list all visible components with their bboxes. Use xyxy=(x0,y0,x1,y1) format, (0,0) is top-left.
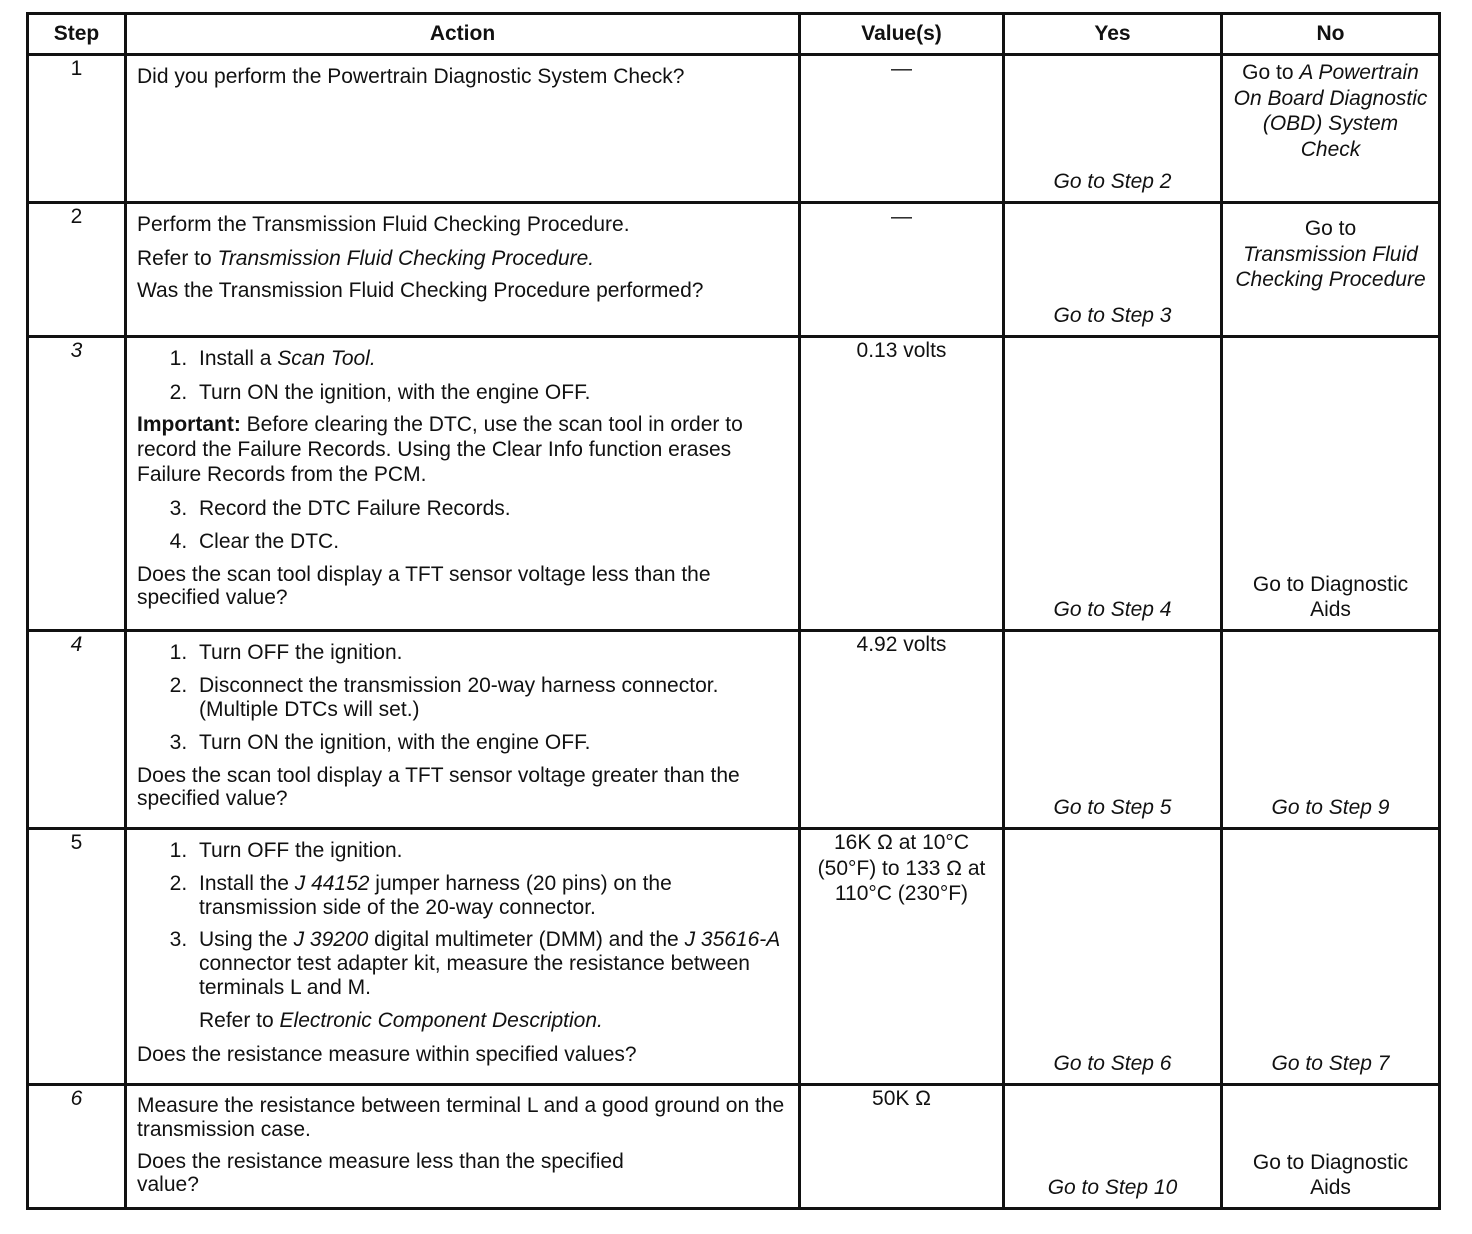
action-question: Does the scan tool display a TFT sensor voltage less than the specified value? xyxy=(137,562,711,609)
action-reference xyxy=(199,1008,788,1034)
action-step xyxy=(193,346,788,372)
action-question: Does the scan tool display a TFT sensor voltage greater than the specified value? xyxy=(137,763,740,810)
table-row-step-4 xyxy=(28,631,1440,829)
no-link[interactable]: Go to Diagnostic Aids xyxy=(1252,1150,1409,1200)
value-cell xyxy=(800,829,1004,1085)
header-step: Step xyxy=(28,14,126,55)
no-cell xyxy=(1222,55,1440,203)
no-cell xyxy=(1222,203,1440,337)
header-no: No xyxy=(1222,14,1440,55)
yes-cell xyxy=(1004,203,1222,337)
no-link[interactable]: Go to Step 7 xyxy=(1271,1052,1390,1076)
step-text: connector test adapter kit, measure the resistance between terminals L and M. xyxy=(199,952,750,1000)
step-number: 4 xyxy=(28,631,126,829)
step-number: 6 xyxy=(28,1085,126,1209)
table-row-step-3 xyxy=(28,337,1440,631)
reference-link[interactable]: Electronic Component Description. xyxy=(279,1009,603,1033)
yes-cell xyxy=(1004,55,1222,203)
no-cell xyxy=(1222,631,1440,829)
yes-link[interactable]: Go to Step 5 xyxy=(1053,796,1172,820)
action-question: Does the resistance measure less than the specified value? xyxy=(137,1150,624,1197)
action-cell xyxy=(126,1085,800,1209)
header-values: Value(s) xyxy=(800,14,1004,55)
no-link[interactable] xyxy=(1223,204,1438,293)
important-note xyxy=(137,413,788,487)
reference-prefix: Refer to xyxy=(137,246,218,270)
yes-link[interactable]: Go to Step 2 xyxy=(1053,170,1172,194)
value-cell: — xyxy=(800,203,1004,337)
action-cell xyxy=(126,203,800,337)
no-link[interactable]: Go to Diagnostic Aids xyxy=(1252,572,1409,622)
important-label: Important: xyxy=(137,413,241,437)
reference-link[interactable]: Transmission Fluid Checking Procedure. xyxy=(217,246,595,270)
no-link-prefix: Go to xyxy=(1242,61,1300,84)
step-number: 2 xyxy=(28,203,126,337)
action-line: Measure the resistance between terminal L and a good ground on the transmission case. xyxy=(137,1094,785,1142)
value-cell: — xyxy=(800,55,1004,203)
no-cell xyxy=(1222,337,1440,631)
action-step: 4. Clear the DTC. xyxy=(193,529,788,555)
table-row-step-6 xyxy=(28,1085,1440,1209)
value-cell: 4.92 volts xyxy=(800,631,1004,829)
table-row-step-5 xyxy=(28,829,1440,1085)
action-step xyxy=(193,872,788,920)
value-cell: 0.13 volts xyxy=(800,337,1004,631)
tool-link[interactable]: J 44152 xyxy=(294,871,370,895)
action-cell xyxy=(126,829,800,1085)
action-step: 2. Disconnect the transmission 20-way harness connector. (Multiple DTCs will set.) xyxy=(193,674,788,722)
value-text: 16K Ω at 10°C (50°F) to 133 Ω at 110°C (230°F) xyxy=(817,831,986,906)
action-cell xyxy=(126,337,800,631)
no-link[interactable]: Go to Step 9 xyxy=(1271,796,1390,820)
action-step: 3. Record the DTC Failure Records. xyxy=(193,496,788,522)
yes-link[interactable]: Go to Step 4 xyxy=(1053,598,1172,622)
step-text: jumper harness (20 pins) on the transmission side of the 20-way connector. xyxy=(199,871,672,919)
action-reference xyxy=(137,246,788,272)
action-question: Was the Transmission Fluid Checking Procedure performed? xyxy=(137,279,704,303)
header-action: Action xyxy=(126,14,800,55)
action-cell xyxy=(126,631,800,829)
important-text: Before clearing the DTC, use the scan tool in order to record the Failure Records. Using the Clear Info function erases Failure Records from the PCM. xyxy=(137,413,743,486)
no-link-prefix: Go to xyxy=(1304,217,1357,240)
action-step: 2. Turn ON the ignition, with the engine OFF. xyxy=(193,380,788,406)
step-text: Install the xyxy=(199,871,295,895)
yes-link[interactable]: Go to Step 6 xyxy=(1053,1052,1172,1076)
step-number: 5 xyxy=(28,829,126,1085)
action-cell xyxy=(126,55,800,203)
action-question: Did you perform the Powertrain Diagnostic System Check? xyxy=(137,65,685,88)
no-link[interactable] xyxy=(1223,56,1438,162)
action-line: Perform the Transmission Fluid Checking Procedure. xyxy=(137,213,630,236)
table-row-step-2 xyxy=(28,203,1440,337)
no-cell xyxy=(1222,829,1440,1085)
header-yes: Yes xyxy=(1004,14,1222,55)
table-row-step-1 xyxy=(28,55,1440,203)
action-step: 1. Turn OFF the ignition. xyxy=(193,640,788,666)
action-step: 1. Turn OFF the ignition. xyxy=(193,838,788,864)
no-link-target: A Powertrain On Board Diagnostic (OBD) System Check xyxy=(1233,61,1428,161)
action-step: 3. Turn ON the ignition, with the engine OFF. xyxy=(193,730,788,756)
diagnostic-table xyxy=(26,12,1441,1210)
value-cell: 50K Ω xyxy=(800,1085,1004,1209)
reference-prefix: Refer to xyxy=(199,1009,280,1033)
yes-cell xyxy=(1004,631,1222,829)
action-question: Does the resistance measure within specified values? xyxy=(137,1042,637,1066)
step-number: 3 xyxy=(28,337,126,631)
yes-cell xyxy=(1004,337,1222,631)
tool-link[interactable]: J 35616-A xyxy=(684,927,781,951)
action-step xyxy=(193,928,788,1000)
step-text: digital multimeter (DMM) and the xyxy=(368,927,685,951)
yes-cell xyxy=(1004,1085,1222,1209)
header-row xyxy=(28,14,1440,55)
no-link-target: Transmission Fluid Checking Procedure xyxy=(1235,242,1426,292)
no-cell xyxy=(1222,1085,1440,1209)
tool-link[interactable]: J 39200 xyxy=(293,927,369,951)
yes-cell xyxy=(1004,829,1222,1085)
scan-tool-link[interactable]: Scan Tool. xyxy=(277,347,376,370)
step-text: Using the xyxy=(199,927,294,951)
yes-link[interactable]: Go to Step 3 xyxy=(1053,304,1172,328)
step-number: 1 xyxy=(28,55,126,203)
step-text: Install a xyxy=(199,347,278,370)
yes-link[interactable]: Go to Step 10 xyxy=(1047,1176,1178,1200)
